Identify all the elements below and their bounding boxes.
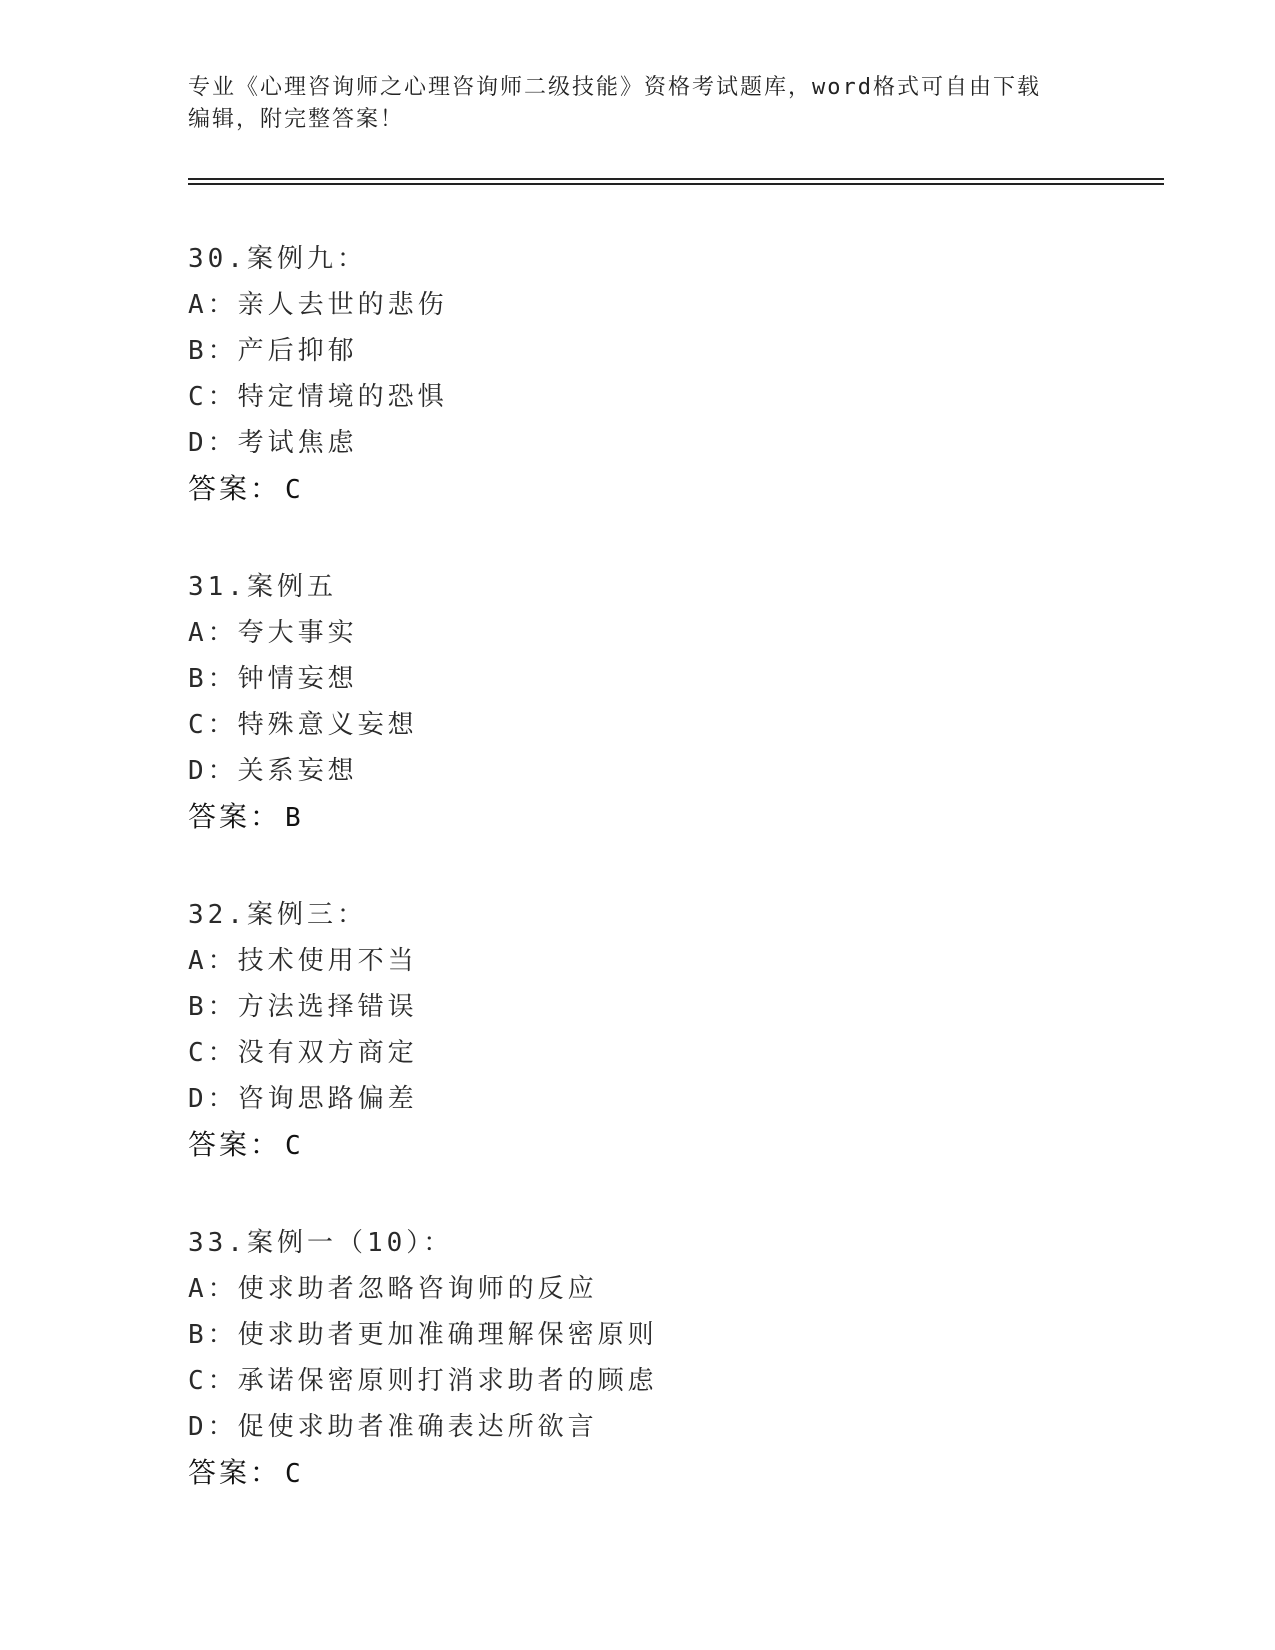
question-stem: 30.案例九： xyxy=(188,244,367,274)
answer-value: C xyxy=(285,1131,304,1161)
answer-row xyxy=(188,466,1188,512)
option-b: B：方法选择错误 xyxy=(188,992,418,1022)
answer-label: 答案： xyxy=(188,1128,282,1161)
option-d: D：咨询思路偏差 xyxy=(188,1084,418,1114)
option-a: A：亲人去世的悲伤 xyxy=(188,290,448,320)
option-c: C：特殊意义妄想 xyxy=(188,710,418,740)
option-d: D：促使求助者准确表达所欲言 xyxy=(188,1412,598,1442)
option-c: C：特定情境的恐惧 xyxy=(188,382,448,412)
answer-value: C xyxy=(285,1459,304,1489)
question-stem: 31.案例五 xyxy=(188,572,337,602)
header-divider-top xyxy=(188,178,1164,180)
answer-label: 答案： xyxy=(188,472,282,505)
question-list xyxy=(188,236,1188,1548)
question-31 xyxy=(188,564,1188,840)
question-32 xyxy=(188,892,1188,1168)
option-b: B：使求助者更加准确理解保密原则 xyxy=(188,1320,658,1350)
header-title-line-2: 编辑，附完整答案！ xyxy=(188,107,405,132)
answer-label: 答案： xyxy=(188,1456,282,1489)
option-a: A：夸大事实 xyxy=(188,618,358,648)
page-header xyxy=(188,72,1088,136)
question-stem: 33.案例一（10）： xyxy=(188,1228,454,1258)
question-33 xyxy=(188,1220,1188,1496)
option-a: A：使求助者忽略咨询师的反应 xyxy=(188,1274,598,1304)
header-title-line-1: 专业《心理咨询师之心理咨询师二级技能》资格考试题库，word格式可自由下载 xyxy=(188,75,1041,100)
answer-label: 答案： xyxy=(188,800,282,833)
answer-row xyxy=(188,1122,1188,1168)
option-c: C：承诺保密原则打消求助者的顾虑 xyxy=(188,1366,658,1396)
header-divider-bottom xyxy=(188,183,1164,185)
question-stem: 32.案例三： xyxy=(188,900,367,930)
option-b: B：产后抑郁 xyxy=(188,336,358,366)
option-d: D：关系妄想 xyxy=(188,756,358,786)
answer-row xyxy=(188,794,1188,840)
answer-value: B xyxy=(285,803,304,833)
answer-value: C xyxy=(285,475,304,505)
option-a: A：技术使用不当 xyxy=(188,946,418,976)
option-d: D：考试焦虑 xyxy=(188,428,358,458)
answer-row xyxy=(188,1450,1188,1496)
question-30 xyxy=(188,236,1188,512)
option-b: B：钟情妄想 xyxy=(188,664,358,694)
option-c: C：没有双方商定 xyxy=(188,1038,418,1068)
